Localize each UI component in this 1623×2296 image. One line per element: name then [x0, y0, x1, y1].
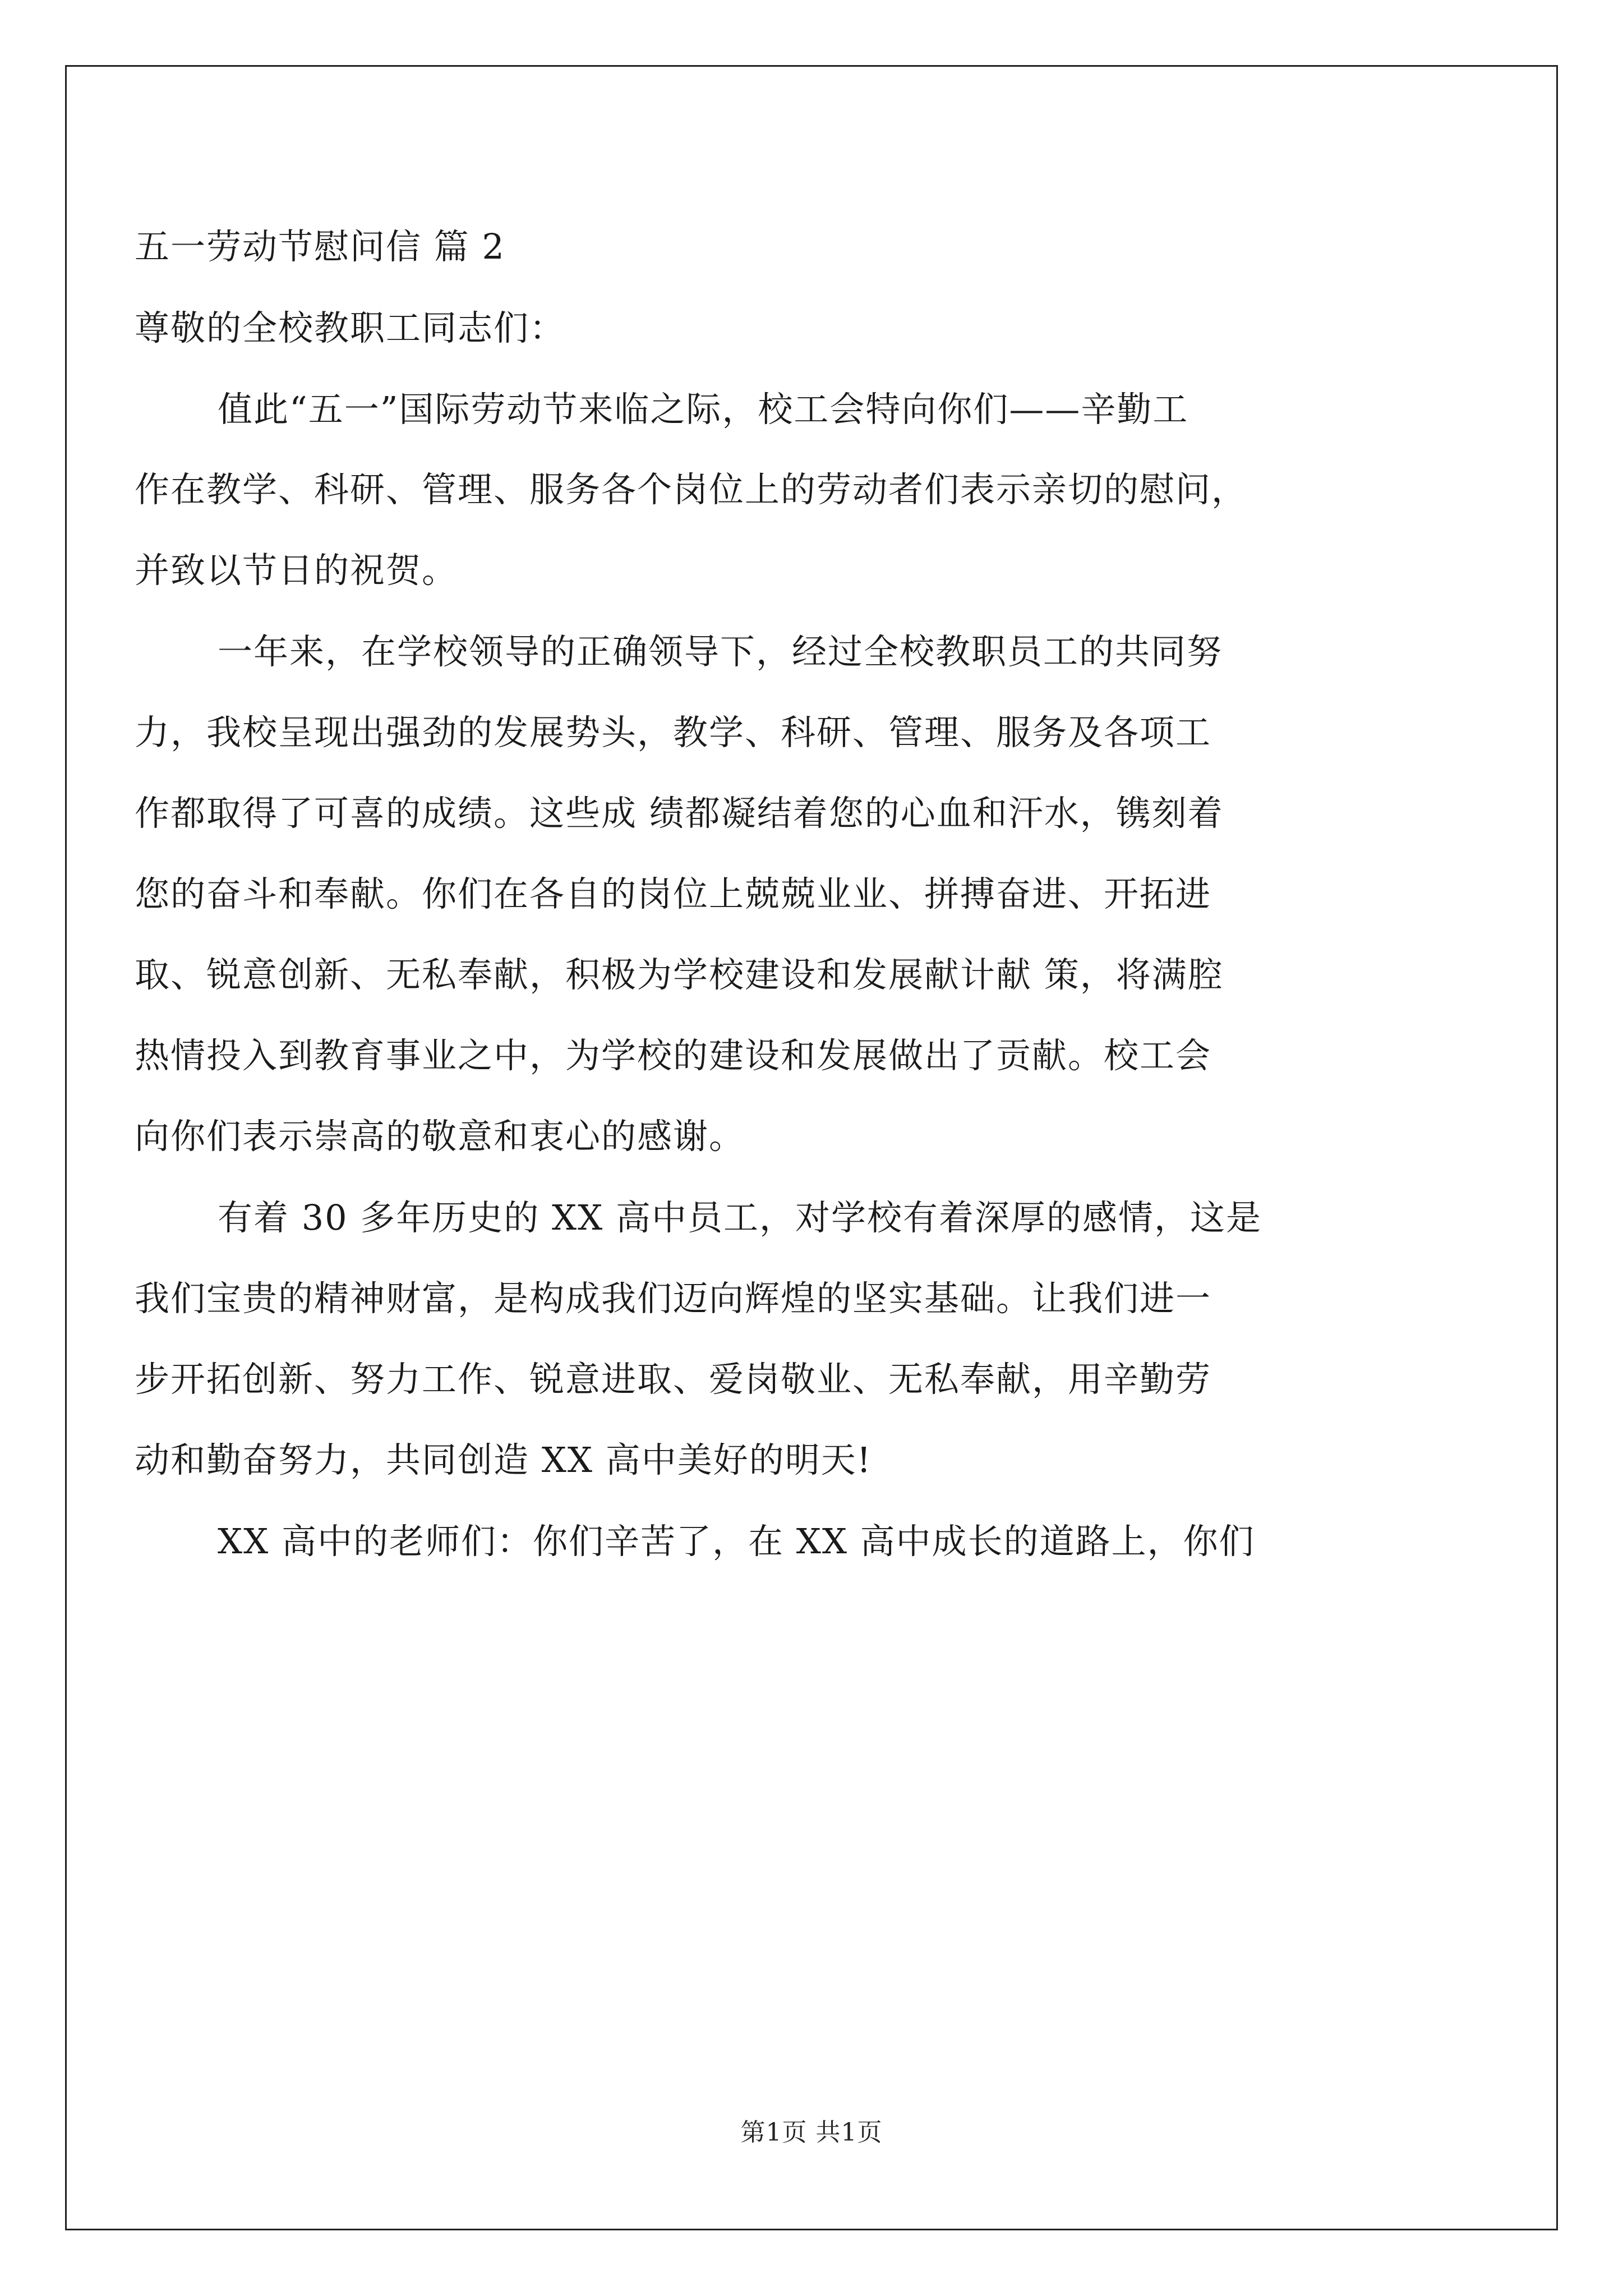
- body-line: 并致以节日的祝贺。: [135, 550, 458, 591]
- body-line: 我们宝贵的精神财富，是构成我们迈向辉煌的坚实基础。让我们进一: [135, 1278, 1212, 1319]
- salutation: 尊敬的全校教职工同志们：: [135, 307, 566, 348]
- body-line: 作都取得了可喜的成绩。这些成 绩都凝结着您的心血和汗水，镌刻着: [135, 793, 1224, 834]
- body-line: 动和勤奋努力，共同创造 XX 高中美好的明天!: [135, 1439, 872, 1480]
- page-number: 第1页 共1页: [740, 2118, 883, 2147]
- body-line: 步开拓创新、努力工作、锐意进取、爱岗敬业、无私奉献，用辛勤劳: [135, 1359, 1212, 1400]
- body-line: 取、锐意创新、无私奉献，积极为学校建设和发展献计献 策，将满腔: [135, 954, 1224, 995]
- body-line: XX 高中的老师们：你们辛苦了，在 XX 高中成长的道路上，你们: [218, 1521, 1255, 1562]
- body-line: 向你们表示崇高的敬意和衷心的感谢。: [135, 1116, 745, 1157]
- body-line: 力，我校呈现出强劲的发展势头，教学、科研、管理、服务及各项工: [135, 712, 1212, 753]
- body-line: 有着 30 多年历史的 XX 高中员工，对学校有着深厚的感情，这是: [218, 1197, 1262, 1238]
- document-title: 五一劳动节慰问信 篇 2: [135, 226, 505, 267]
- body-line: 一年来，在学校领导的正确领导下，经过全校教职员工的共同努: [218, 631, 1223, 672]
- body-line: 作在教学、科研、管理、服务各个岗位上的劳动者们表示亲切的慰问，: [135, 469, 1248, 510]
- body-line: 您的奋斗和奉献。你们在各自的岗位上兢兢业业、拼搏奋进、开拓进: [135, 873, 1212, 914]
- body-line: 热情投入到教育事业之中，为学校的建设和发展做出了贡献。校工会: [135, 1035, 1212, 1076]
- body-line: 值此“五一”国际劳动节来临之际，校工会特向你们——辛勤工: [218, 389, 1189, 430]
